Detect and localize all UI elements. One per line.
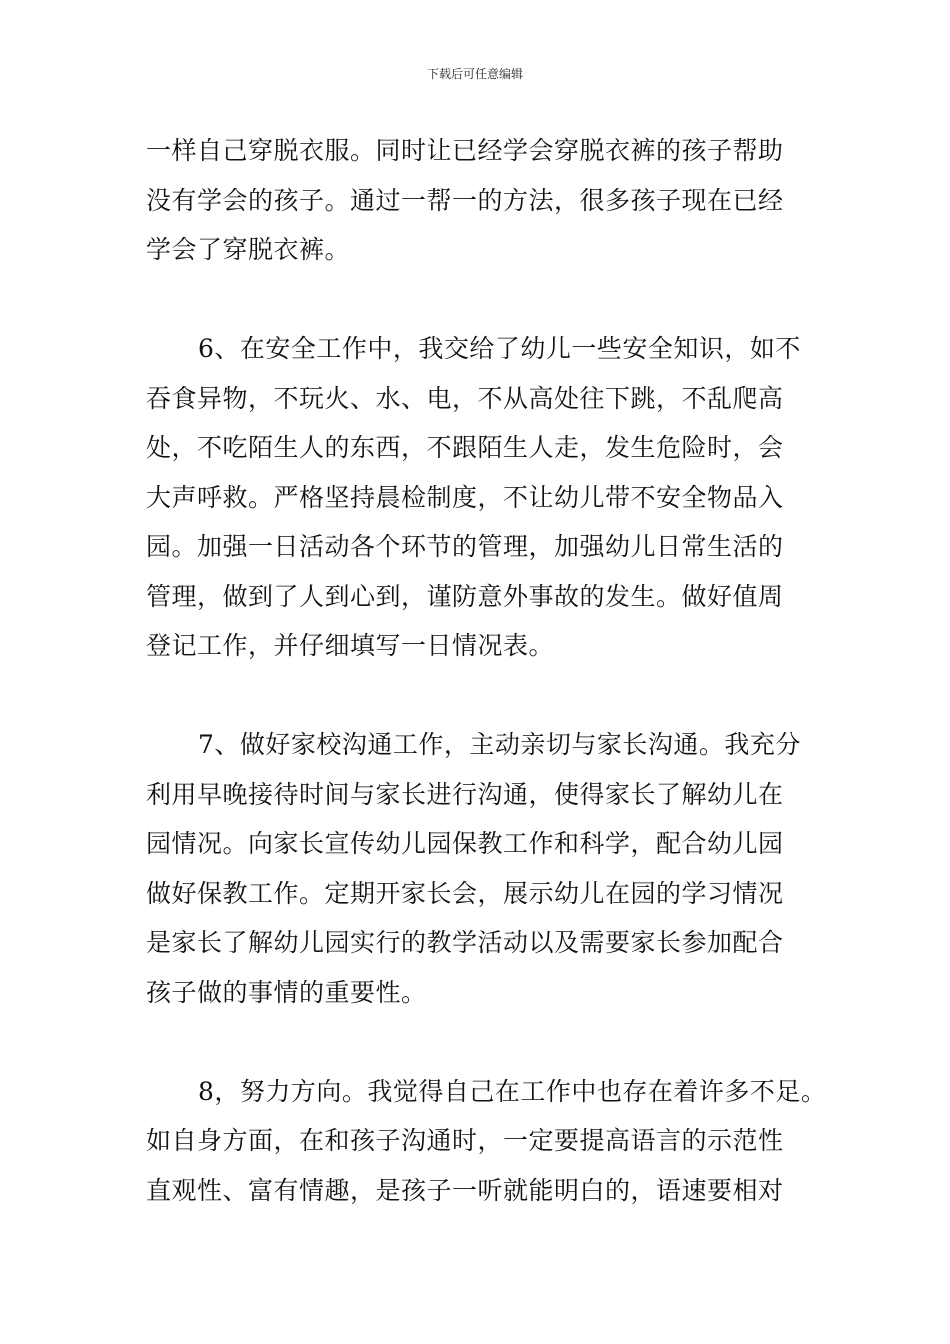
text-line: 如自身方面，在和孩子沟通时，一定要提高语言的示范性 — [146, 1126, 784, 1155]
paragraph-home-school — [146, 720, 826, 1017]
paragraph-safety — [146, 324, 826, 671]
text-line: 8，努力方向。我觉得自己在工作中也存在着许多不足。 — [198, 1076, 827, 1106]
text-line: 一样自己穿脱衣服。同时让已经学会穿脱衣裤的孩子帮助 — [146, 136, 784, 165]
paragraph-gap — [146, 1017, 826, 1067]
text-line: 是家长了解幼儿园实行的教学活动以及需要家长参加配合 — [146, 928, 784, 957]
text-line: 直观性、富有情趣，是孩子一听就能明白的，语速要相对 — [146, 1175, 784, 1205]
text-line: 吞食异物，不玩火、水、电，不从高处往下跳，不乱爬高 — [146, 383, 784, 413]
text-line: 处，不吃陌生人的东西，不跟陌生人走，发生危险时，会 — [146, 433, 784, 462]
text-line: 园。加强一日活动各个环节的管理，加强幼儿日常生活的 — [146, 532, 784, 561]
paragraph-gap — [146, 275, 826, 325]
text-line: 学会了穿脱衣裤。 — [146, 235, 351, 264]
text-line: 没有学会的孩子。通过一帮一的方法，很多孩子现在已经 — [146, 185, 784, 215]
text-line: 7、做好家校沟通工作，主动亲切与家长沟通。我充分 — [198, 730, 801, 759]
page-header: 下载后可任意编辑 — [426, 67, 523, 81]
text-line: 做好保教工作。定期开家长会，展示幼儿在园的学习情况 — [146, 878, 784, 908]
text-line: 登记工作，并仔细填写一日情况表。 — [146, 631, 555, 660]
text-line: 利用早晚接待时间与家长进行沟通，使得家长了解幼儿在 — [146, 779, 784, 809]
paragraph-gap — [146, 671, 826, 721]
paragraph-continuation — [146, 126, 826, 275]
text-line: 管理，做到了人到心到，谨防意外事故的发生。做好值周 — [146, 581, 784, 611]
text-line: 大声呼救。严格坚持晨检制度，不让幼儿带不安全物品入 — [146, 482, 784, 512]
document-body — [146, 126, 826, 1215]
text-line: 6、在安全工作中，我交给了幼儿一些安全知识，如不 — [198, 334, 801, 363]
text-line: 孩子做的事情的重要性。 — [146, 977, 427, 1007]
text-line: 园情况。向家长宣传幼儿园保教工作和科学，配合幼儿园 — [146, 829, 784, 858]
paragraph-direction — [146, 1067, 826, 1216]
